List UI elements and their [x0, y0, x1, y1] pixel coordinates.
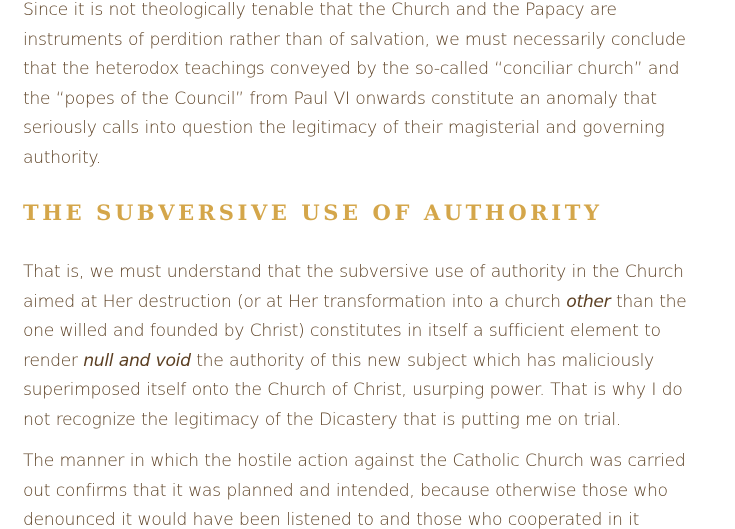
- text-line: denounced it would have been listened to and those who cooperated in it: [23, 510, 640, 529]
- section-heading: THE SUBVERSIVE USE OF AUTHORITY: [23, 200, 603, 225]
- text-segment: aimed at Her destruction (or at Her transformation into a church: [23, 291, 567, 312]
- text-segment: render: [23, 350, 84, 371]
- text-line: superimposed itself onto the Church of Christ, usurping power. That is why I do: [23, 380, 683, 400]
- text-segment: than the: [610, 291, 687, 312]
- emphasis-text: other: [566, 291, 611, 312]
- text-line: the “popes of the Council” from Paul VI onwards constitute an anomaly that: [23, 88, 657, 109]
- text-line: seriously calls into question the legitimacy of their magisterial and governing: [23, 118, 665, 138]
- paragraph-subversive-authority: [23, 258, 723, 435]
- emphasis-text: null and void: [83, 350, 191, 371]
- text-line: authority.: [23, 147, 101, 168]
- text-segment: the authority of this new subject which has maliciously: [190, 350, 654, 371]
- paragraph-hostile-action: [23, 447, 723, 529]
- text-line: Since it is not theologically tenable that the Church and the Papacy are: [23, 0, 617, 20]
- text-line: [23, 347, 723, 377]
- text-line: That is, we must understand that the subversive use of authority in the Church: [23, 262, 684, 282]
- text-line: not recognize the legitimacy of the Dicastery that is putting me on trial.: [23, 409, 621, 430]
- text-line: that the heterodox teachings conveyed by the so-called “conciliar church” and: [23, 59, 680, 79]
- text-line: one willed and founded by Christ) constitutes in itself a sufficient element to: [23, 321, 661, 341]
- text-line: out confirms that it was planned and intended, because otherwise those who: [23, 480, 668, 501]
- text-line: The manner in which the hostile action against the Catholic Church was carried: [23, 451, 686, 471]
- paragraph-perdition: [23, 0, 723, 173]
- text-line: instruments of perdition rather than of salvation, we must necessarily conclude: [23, 29, 686, 50]
- text-line: [23, 288, 723, 318]
